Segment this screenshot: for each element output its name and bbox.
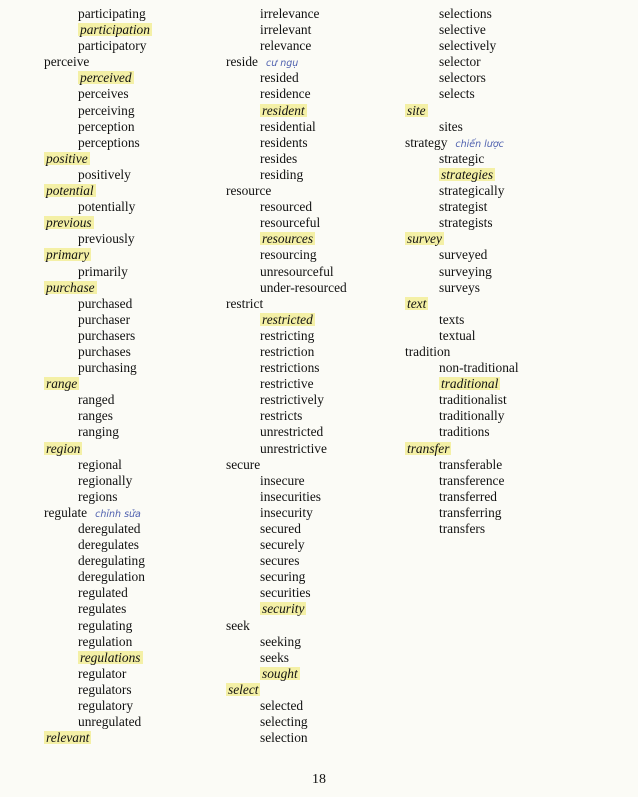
headword (405, 103, 519, 119)
word-text: reside (226, 54, 258, 70)
word-form (226, 119, 347, 135)
word-form (44, 424, 152, 440)
word-text: resource (226, 183, 272, 199)
word-text: regulators (78, 681, 132, 697)
handwritten-note: cư ngụ (265, 58, 299, 70)
word-text: previously (78, 231, 135, 247)
word-form (226, 135, 347, 151)
word-text: purchase (46, 279, 95, 295)
word-text: regulator (78, 665, 127, 681)
word-text: selects (439, 86, 475, 102)
word-text: perceiving (78, 102, 135, 118)
word-text: selective (439, 22, 486, 38)
word-form (226, 376, 347, 392)
word-text: deregulating (78, 553, 145, 569)
word-text: secured (260, 521, 301, 536)
word-form (405, 215, 519, 231)
word-form (405, 70, 519, 86)
word-form (226, 601, 347, 617)
word-form (44, 666, 152, 682)
word-form (405, 360, 519, 376)
word-form (226, 70, 347, 86)
word-text: selected (260, 698, 304, 714)
word-form (44, 537, 152, 553)
word-text: insecure (260, 472, 305, 488)
word-text: residential (260, 118, 316, 134)
headword (44, 247, 152, 263)
word-form (226, 521, 347, 537)
word-form (44, 70, 152, 86)
word-text: textual (439, 327, 476, 343)
word-text: transference (439, 472, 505, 488)
word-text: potential (46, 183, 94, 199)
word-text: strategists (439, 215, 493, 231)
word-form (44, 312, 152, 328)
word-text: unregulated (78, 714, 142, 730)
word-text: purchaser (78, 311, 131, 327)
page-number: 18 (312, 772, 326, 787)
word-text: resourceful (260, 215, 321, 231)
word-text: security (262, 601, 305, 617)
word-text: transferable (439, 456, 503, 472)
word-text: strategy (405, 134, 448, 150)
word-form (44, 521, 152, 537)
headword (44, 54, 152, 70)
word-form (226, 22, 347, 38)
word-form (405, 408, 519, 424)
word-form (226, 408, 347, 424)
word-form (226, 553, 347, 569)
word-form (226, 328, 347, 344)
word-form (44, 22, 152, 38)
word-form (405, 280, 519, 296)
word-form (44, 103, 152, 119)
word-form (405, 86, 519, 102)
headword (405, 231, 519, 247)
word-form (226, 38, 347, 54)
word-text: strategically (439, 183, 505, 199)
word-form (226, 86, 347, 102)
word-form (44, 360, 152, 376)
word-form (405, 119, 519, 135)
word-form (44, 119, 152, 135)
word-text: regions (78, 488, 118, 504)
word-form (44, 199, 152, 215)
word-text: relevance (260, 38, 312, 54)
word-form (44, 264, 152, 280)
word-text: participating (78, 6, 146, 21)
word-text: deregulation (78, 569, 145, 585)
headword (44, 183, 152, 199)
word-form (226, 714, 347, 730)
word-form (44, 167, 152, 183)
word-text: residence (260, 86, 311, 102)
word-form (226, 231, 347, 247)
word-form (226, 441, 347, 457)
headword (226, 54, 347, 70)
word-text: purchases (78, 343, 131, 359)
word-text: regulation (78, 633, 133, 649)
word-text: potentially (78, 199, 136, 215)
word-form (405, 151, 519, 167)
word-form (226, 247, 347, 263)
word-form (405, 392, 519, 408)
word-text: transferring (439, 504, 502, 520)
word-form (405, 199, 519, 215)
word-form (44, 601, 152, 617)
word-text: residents (260, 134, 308, 150)
headword (44, 730, 152, 746)
word-form (44, 457, 152, 473)
word-text: securities (260, 585, 311, 601)
word-column-1 (44, 6, 152, 746)
word-form (44, 473, 152, 489)
word-form (405, 54, 519, 70)
word-form (226, 6, 347, 22)
word-form (226, 103, 347, 119)
word-text: select (228, 681, 259, 697)
word-text: selections (439, 6, 492, 21)
word-form (405, 22, 519, 38)
word-text: perceive (44, 54, 90, 70)
headword (405, 344, 519, 360)
word-text: purchasing (78, 360, 137, 376)
headword (226, 682, 347, 698)
word-text: ranged (78, 392, 115, 408)
word-text: selector (439, 54, 481, 70)
word-form (226, 730, 347, 746)
word-form (405, 457, 519, 473)
word-text: unrestrictive (260, 440, 327, 456)
word-form (44, 682, 152, 698)
word-form (44, 714, 152, 730)
word-text: relevant (46, 730, 90, 746)
headword (44, 505, 152, 521)
word-text: transferred (439, 488, 497, 504)
word-form (405, 489, 519, 505)
headword (226, 296, 347, 312)
word-text: unrestricted (260, 424, 324, 440)
word-form (405, 183, 519, 199)
word-text: participatory (78, 38, 147, 54)
word-form (405, 312, 519, 328)
word-text: under-resourced (260, 279, 347, 295)
headword (405, 135, 519, 151)
word-text: secure (226, 456, 261, 472)
word-form (405, 247, 519, 263)
word-form (226, 264, 347, 280)
word-text: positively (78, 166, 131, 182)
headword (44, 151, 152, 167)
word-text: perceives (78, 86, 129, 102)
word-text: texts (439, 311, 465, 327)
word-text: unresourceful (260, 263, 334, 279)
word-text: regulates (78, 601, 127, 617)
word-text: restriction (260, 343, 315, 359)
word-text: selectors (439, 70, 486, 86)
word-form (44, 408, 152, 424)
word-text: traditionally (439, 408, 505, 424)
word-text: ranges (78, 408, 113, 424)
word-text: positive (46, 150, 88, 166)
word-text: range (46, 376, 78, 392)
word-column-3 (405, 6, 519, 537)
headword (405, 441, 519, 457)
word-text: regulated (78, 585, 128, 601)
headword (44, 215, 152, 231)
headword (226, 618, 347, 634)
word-form (405, 6, 519, 22)
word-text: regulatory (78, 698, 134, 714)
word-text: transfer (407, 440, 450, 456)
word-form (44, 6, 152, 22)
word-form (405, 505, 519, 521)
word-form (226, 167, 347, 183)
word-text: restrictive (260, 376, 314, 392)
word-form (226, 585, 347, 601)
word-text: surveying (439, 263, 492, 279)
word-text: traditions (439, 424, 490, 440)
word-text: purchased (78, 295, 133, 311)
word-form (226, 569, 347, 585)
word-form (405, 424, 519, 440)
word-text: regionally (78, 472, 133, 488)
word-text: restrict (226, 295, 264, 311)
word-form (226, 151, 347, 167)
word-text: insecurity (260, 504, 313, 520)
word-form (44, 618, 152, 634)
word-text: traditionalist (439, 392, 507, 408)
word-form (44, 634, 152, 650)
word-text: ranging (78, 424, 119, 440)
word-text: region (46, 440, 81, 456)
word-form (44, 86, 152, 102)
word-text: traditional (441, 376, 499, 392)
word-text: sites (439, 118, 463, 134)
word-form (226, 199, 347, 215)
word-text: resident (262, 102, 305, 118)
word-form (226, 360, 347, 376)
word-text: irrelevant (260, 22, 312, 38)
word-form (226, 215, 347, 231)
word-form (226, 505, 347, 521)
word-text: restrictively (260, 392, 324, 408)
word-text: irrelevance (260, 6, 320, 21)
word-form (226, 312, 347, 328)
word-text: regulating (78, 617, 133, 633)
word-text: resides (260, 150, 298, 166)
word-text: seek (226, 617, 250, 633)
word-form (226, 489, 347, 505)
word-form (44, 392, 152, 408)
word-text: perception (78, 118, 135, 134)
word-form (226, 650, 347, 666)
word-form (405, 264, 519, 280)
word-form (44, 344, 152, 360)
word-text: securely (260, 537, 305, 553)
word-form (405, 167, 519, 183)
word-form (405, 376, 519, 392)
word-text: sought (262, 665, 298, 681)
word-text: transfers (439, 521, 486, 536)
word-text: insecurities (260, 488, 321, 504)
word-text: text (407, 295, 427, 311)
word-form (405, 328, 519, 344)
word-text: surveyed (439, 247, 488, 263)
word-form (226, 424, 347, 440)
word-text: surveys (439, 279, 480, 295)
word-text: strategist (439, 199, 488, 215)
word-form (405, 473, 519, 489)
word-form (44, 328, 152, 344)
word-form (226, 344, 347, 360)
word-text: resourcing (260, 247, 317, 263)
word-text: strategies (441, 166, 494, 182)
headword (44, 376, 152, 392)
word-column-2 (226, 6, 347, 746)
word-form (44, 698, 152, 714)
word-text: primary (46, 247, 90, 263)
word-form (44, 489, 152, 505)
word-text: restricts (260, 408, 303, 424)
word-text: restricted (262, 311, 313, 327)
word-text: selectively (439, 38, 497, 54)
word-text: strategic (439, 150, 485, 166)
word-text: securing (260, 569, 306, 585)
word-form (405, 38, 519, 54)
word-form (226, 280, 347, 296)
word-text: seeks (260, 649, 290, 665)
word-form (226, 634, 347, 650)
word-form (226, 392, 347, 408)
headword (226, 457, 347, 473)
word-form (44, 231, 152, 247)
handwritten-note: chỉnh sửa (95, 508, 141, 520)
word-text: participation (80, 22, 150, 38)
word-form (226, 698, 347, 714)
headword (44, 441, 152, 457)
word-form (226, 666, 347, 682)
word-text: regulate (44, 504, 88, 520)
headword (405, 296, 519, 312)
word-text: selection (260, 730, 308, 746)
word-text: previous (46, 215, 92, 231)
word-text: deregulates (78, 537, 139, 553)
word-text: survey (407, 231, 442, 247)
word-form (44, 553, 152, 569)
word-form (405, 521, 519, 537)
word-form (44, 569, 152, 585)
word-text: non-traditional (439, 360, 519, 376)
word-text: selecting (260, 714, 308, 730)
word-text: resourced (260, 199, 313, 215)
word-form (44, 585, 152, 601)
word-text: primarily (78, 263, 128, 279)
word-text: regional (78, 456, 122, 472)
word-form (226, 537, 347, 553)
word-text: resided (260, 70, 299, 86)
word-text: deregulated (78, 521, 141, 536)
headword (44, 280, 152, 296)
handwritten-note: chiến lược (455, 138, 504, 150)
word-text: perceptions (78, 134, 140, 150)
word-text: seeking (260, 633, 301, 649)
word-form (44, 296, 152, 312)
word-text: site (407, 102, 426, 118)
word-text: perceived (80, 70, 132, 86)
word-text: restrictions (260, 360, 320, 376)
word-text: tradition (405, 343, 451, 359)
word-text: resources (262, 231, 314, 247)
word-text: purchasers (78, 327, 136, 343)
headword (226, 183, 347, 199)
word-form (44, 135, 152, 151)
word-text: secures (260, 553, 300, 569)
word-form (44, 38, 152, 54)
word-text: residing (260, 166, 304, 182)
word-text: restricting (260, 327, 315, 343)
word-text: regulations (80, 649, 141, 665)
word-form (226, 473, 347, 489)
word-form (44, 650, 152, 666)
